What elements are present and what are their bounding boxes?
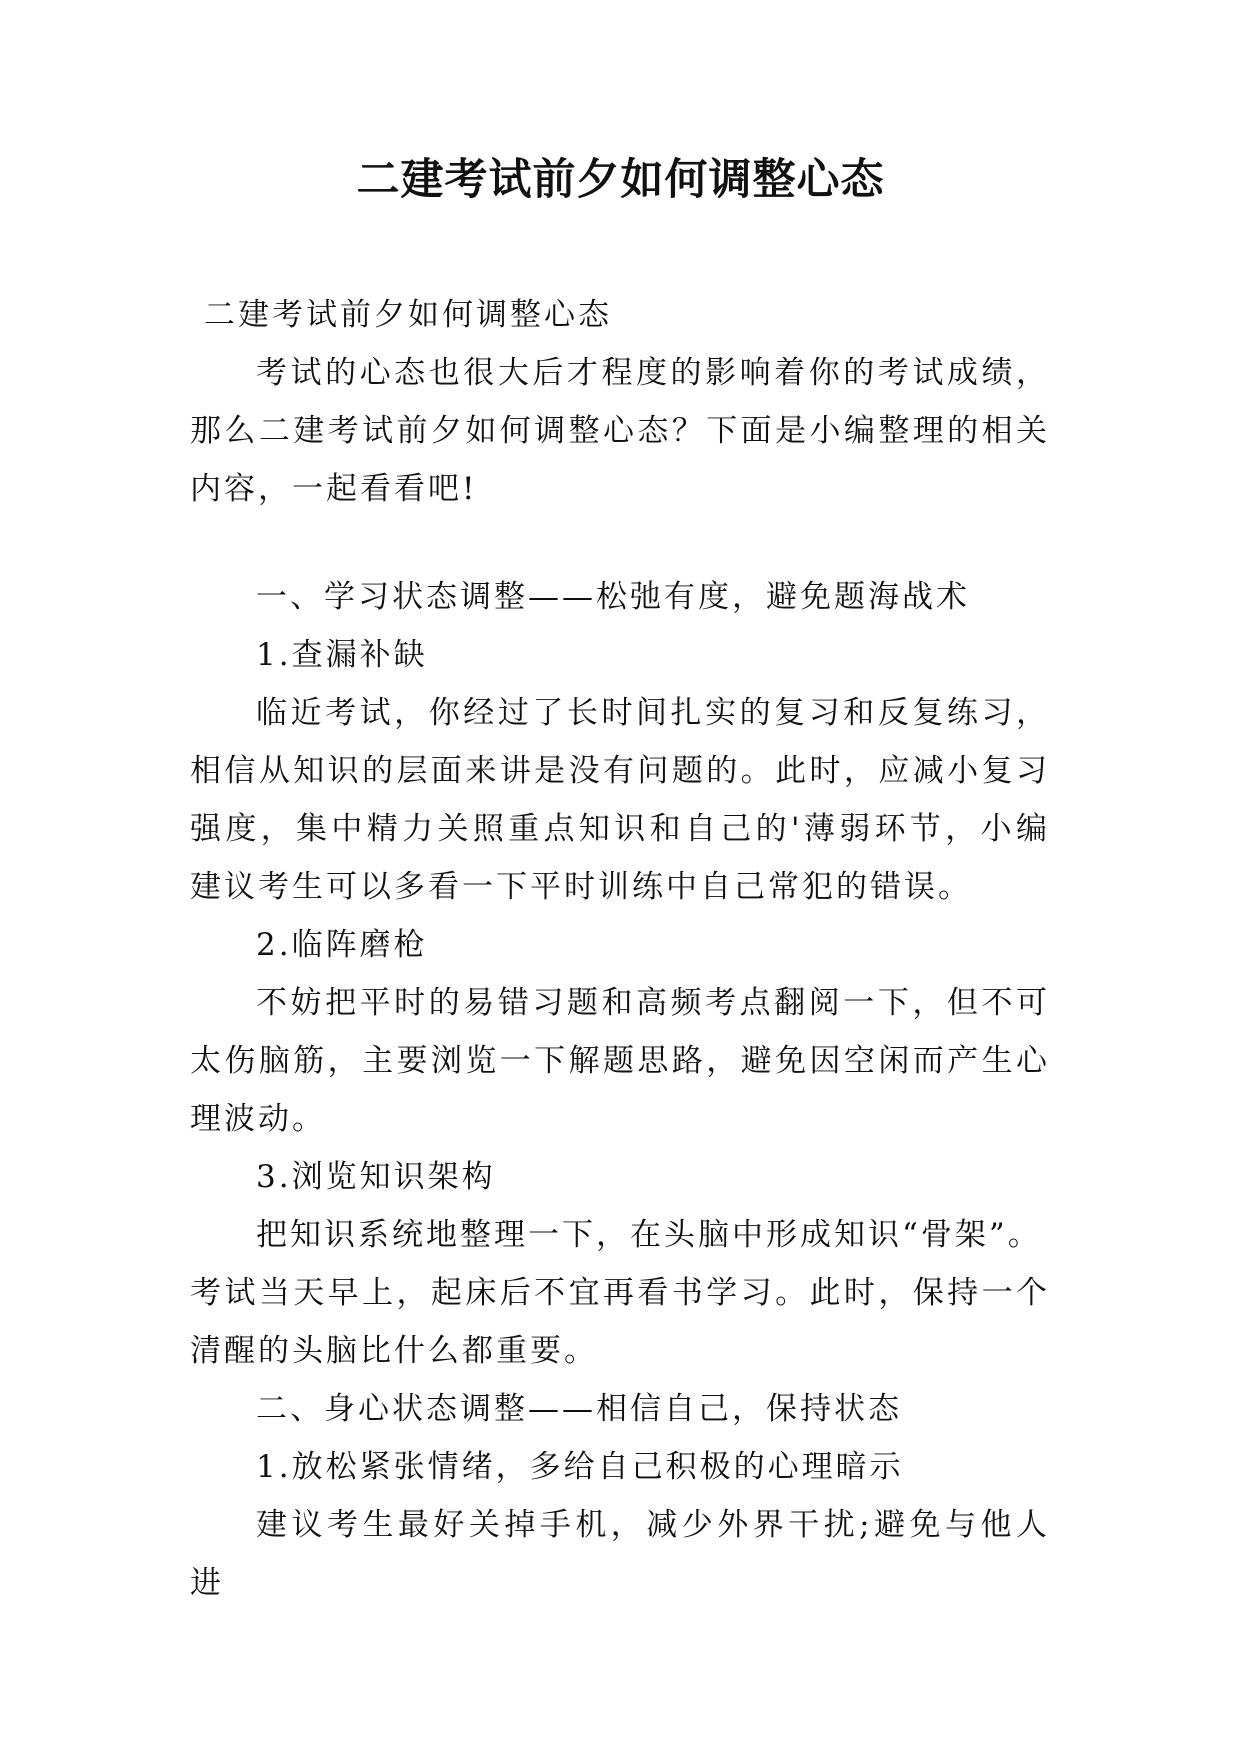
section-heading-2: 二、身心状态调整——相信自己，保持状态 <box>256 1391 902 1427</box>
document-title: 二建考试前夕如何调整心态 <box>356 155 885 205</box>
paragraph-2-1: 建议考生最好关掉手机，减少外界干扰;避免与他人进 <box>190 1507 1050 1601</box>
document-subtitle: 二建考试前夕如何调整心态 <box>204 297 612 333</box>
intro-paragraph: 考试的心态也很大后才程度的影响着你的考试成绩，那么二建考试前夕如何调整心态？下面是小编整理的相关内容，一起看看吧! <box>190 355 1050 507</box>
paragraph-1-1: 临近考试，你经过了长时间扎实的复习和反复练习，相信从知识的层面来讲是没有问题的。此时，应减小复习强度，集中精力关照重点知识和自己的'薄弱环节，小编建议考生可以多看一下平时训练中自己常犯的错误。 <box>190 695 1050 905</box>
paragraph-1-3a: 把知识系统地整理一下，在头脑中形成知识“骨架”。 <box>256 1217 1042 1253</box>
paragraph-1-3b: 考试当天早上，起床后不宜再看书学习。此时，保持一个清醒的头脑比什么都重要。 <box>190 1275 1050 1369</box>
section-heading-1: 一、学习状态调整——松弛有度，避免题海战术 <box>256 579 970 615</box>
subheading-2-1: 1.放松紧张情绪，多给自己积极的心理暗示 <box>256 1449 904 1485</box>
document-body <box>190 286 1050 1612</box>
paragraph-gap <box>190 518 1050 568</box>
subheading-1-1: 1.查漏补缺 <box>256 637 428 673</box>
subheading-1-2: 2.临阵磨枪 <box>256 927 428 963</box>
subheading-1-3: 3.浏览知识架构 <box>256 1159 496 1195</box>
paragraph-1-2: 不妨把平时的易错习题和高频考点翻阅一下，但不可太伤脑筋，主要浏览一下解题思路，避免因空闲而产生心理波动。 <box>190 985 1050 1137</box>
